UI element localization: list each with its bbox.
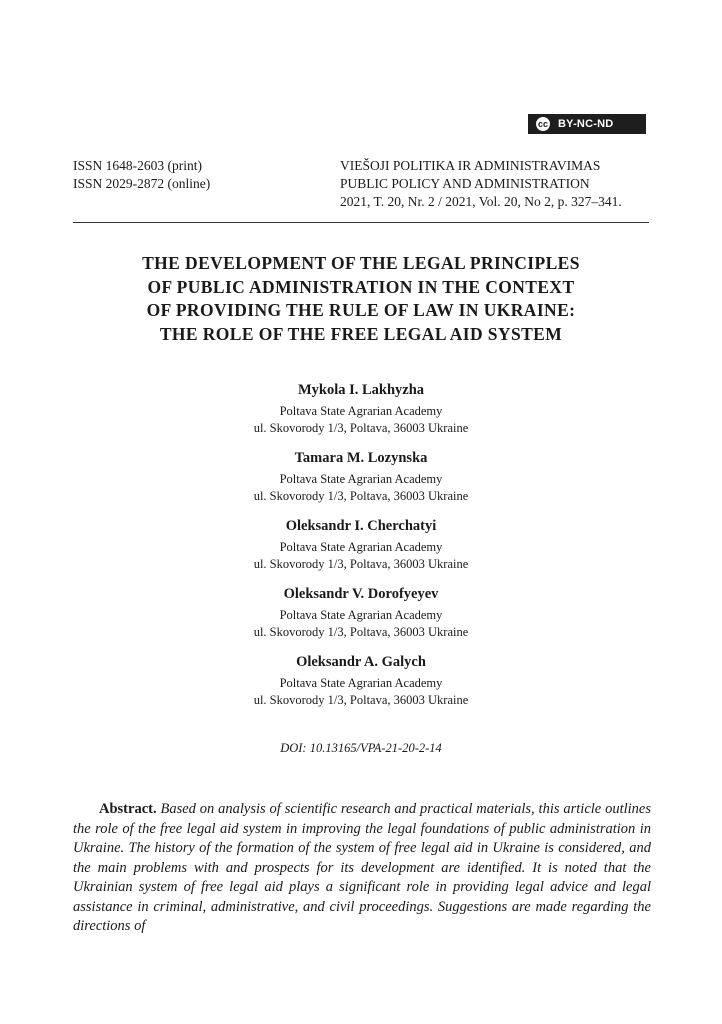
license-badge bbox=[528, 114, 646, 134]
creative-commons-icon: cc bbox=[534, 115, 552, 133]
title-line: OF PROVIDING THE RULE OF LAW IN UKRAINE: bbox=[146, 300, 576, 320]
author-address: ul. Skovorody 1/3, Poltava, 36003 Ukraine bbox=[253, 420, 469, 435]
paper-title bbox=[73, 252, 649, 346]
author-entry bbox=[73, 380, 649, 436]
author-address: ul. Skovorody 1/3, Poltava, 36003 Ukraine bbox=[253, 692, 469, 707]
author-address: ul. Skovorody 1/3, Poltava, 36003 Ukraine bbox=[253, 488, 469, 503]
abstract-label: Abstract. bbox=[99, 801, 157, 817]
issn-online: ISSN 2029-2872 (online) bbox=[73, 176, 211, 191]
journal-title-en: PUBLIC POLICY AND ADMINISTRATION bbox=[340, 176, 590, 191]
title-line: THE ROLE OF THE FREE LEGAL AID SYSTEM bbox=[159, 323, 563, 344]
author-name: Oleksandr A. Galych bbox=[296, 654, 426, 670]
author-address: ul. Skovorody 1/3, Poltava, 36003 Ukraine bbox=[253, 624, 469, 639]
author-entry bbox=[73, 652, 649, 708]
author-affiliation: Poltava State Agrarian Academy bbox=[279, 472, 443, 486]
author-name: Mykola I. Lakhyzha bbox=[297, 382, 425, 398]
author-entry bbox=[73, 584, 649, 640]
journal-title-lt: VIEŠOJI POLITIKA IR ADMINISTRAVIMAS bbox=[340, 158, 601, 173]
title-line: THE DEVELOPMENT OF THE LEGAL PRINCIPLES bbox=[142, 253, 580, 273]
author-entry bbox=[73, 448, 649, 504]
author-affiliation: Poltava State Agrarian Academy bbox=[279, 404, 443, 418]
issn-block bbox=[73, 157, 210, 193]
journal-volume: 2021, T. 20, Nr. 2 / 2021, Vol. 20, No 2, p. 327–341. bbox=[340, 194, 622, 209]
author-affiliation: Poltava State Agrarian Academy bbox=[279, 676, 443, 690]
author-address: ul. Skovorody 1/3, Poltava, 36003 Ukraine bbox=[253, 556, 469, 571]
header-divider bbox=[73, 222, 649, 223]
author-entry bbox=[73, 516, 649, 572]
author-name: Oleksandr V. Dorofyeyev bbox=[283, 586, 439, 602]
abstract-section bbox=[73, 800, 651, 937]
journal-block bbox=[340, 157, 622, 211]
author-name: Tamara M. Lozynska bbox=[294, 450, 428, 466]
license-label: BY-NC-ND bbox=[558, 118, 614, 130]
doi-link[interactable]: DOI: 10.13165/VPA-21-20-2-14 bbox=[280, 741, 442, 755]
title-line: OF PUBLIC ADMINISTRATION IN THE CONTEXT bbox=[147, 276, 575, 297]
issn-print: ISSN 1648-2603 (print) bbox=[73, 158, 202, 173]
author-name: Oleksandr I. Cherchatyi bbox=[285, 518, 437, 534]
author-affiliation: Poltava State Agrarian Academy bbox=[279, 540, 443, 554]
abstract-text: Based on analysis of scientific research and practical materials, this article outlines the role of the free legal aid system in improving the legal foundations of public administration in Ukraine. The history of the formation of the system of free legal aid in Ukraine is considered, and the main problems with and prospects for its development are identified. It is noted that the Ukrainian system of free legal aid plays a significant role in providing legal advice and legal assistance in criminal, administrative, and civil proceedings. Suggestions are made regarding the directions of bbox=[73, 801, 652, 934]
author-affiliation: Poltava State Agrarian Academy bbox=[279, 608, 443, 622]
author-list bbox=[73, 380, 649, 720]
